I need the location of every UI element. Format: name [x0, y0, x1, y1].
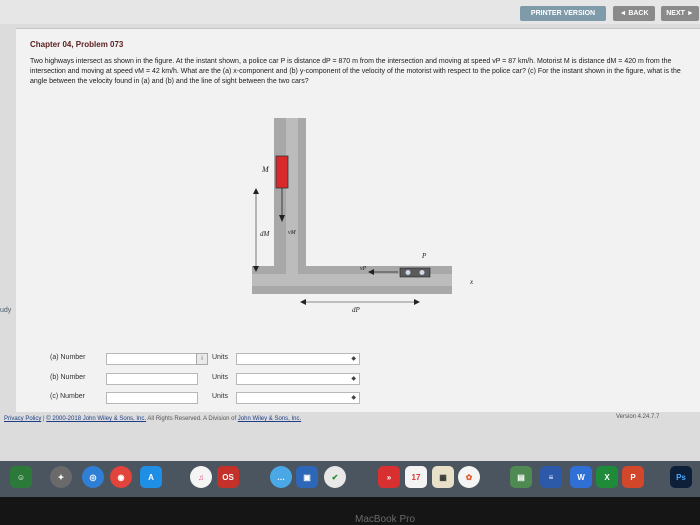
m-label: M	[262, 165, 269, 174]
news-app-icon[interactable]: »	[378, 466, 400, 488]
top-navigation-bar	[0, 0, 700, 24]
back-button[interactable]: ◄ BACK	[613, 6, 655, 21]
calendar-icon[interactable]: 17	[405, 466, 427, 488]
privacy-policy-link[interactable]: Privacy Policy	[4, 416, 42, 422]
dm-label: dM	[260, 230, 270, 238]
company-link[interactable]: John Wiley & Sons, Inc.	[237, 416, 302, 422]
next-button[interactable]: NEXT ►	[661, 6, 699, 21]
answer-b-input[interactable]	[106, 373, 198, 385]
excel-icon[interactable]: X	[596, 466, 618, 488]
copyright-link[interactable]: © 2000-2018 John Wiley & Sons, Inc.	[46, 416, 147, 422]
macos-dock	[0, 461, 700, 497]
vp-label: vP	[360, 266, 367, 272]
laptop-bezel	[0, 497, 700, 525]
sidebar-tab-label[interactable]: udy	[0, 307, 12, 314]
photoshop-icon[interactable]: Ps	[670, 466, 692, 488]
select-arrow-icon: ◆	[351, 395, 356, 401]
launchpad-icon[interactable]: ✦	[50, 466, 72, 488]
select-arrow-icon: ◆	[351, 376, 356, 382]
numbers-icon[interactable]: ▤	[510, 466, 532, 488]
app-store-icon[interactable]: A	[140, 466, 162, 488]
photo-booth-icon[interactable]: ▦	[432, 466, 454, 488]
units-a-select[interactable]	[236, 353, 360, 365]
units-b-select[interactable]	[236, 373, 360, 385]
finder-icon[interactable]: ☺	[10, 466, 32, 488]
select-arrow-icon: ◆	[351, 356, 356, 362]
photos-icon[interactable]: ✿	[458, 466, 480, 488]
units-c-label: Units	[212, 393, 228, 400]
answer-a-input[interactable]	[106, 353, 198, 365]
list-app-icon[interactable]: ≡	[540, 466, 562, 488]
units-b-label: Units	[212, 374, 228, 381]
answer-c-label: (c) Number	[50, 393, 86, 400]
answer-b-label: (b) Number	[50, 374, 86, 381]
version-text: Version 4.24.7.7	[616, 414, 660, 420]
info-icon[interactable]: i	[196, 353, 208, 365]
check-app-icon[interactable]: ✔	[324, 466, 346, 488]
printer-version-button[interactable]: PRINTER VERSION	[520, 6, 606, 21]
answer-a-label: (a) Number	[50, 354, 86, 361]
answer-c-input[interactable]	[106, 392, 198, 404]
messages-icon[interactable]: …	[270, 466, 292, 488]
os-app-icon[interactable]: OS	[217, 466, 239, 488]
footer-separator: |	[43, 416, 45, 422]
units-c-select[interactable]	[236, 392, 360, 404]
macbook-pro-label: MacBook Pro	[355, 514, 416, 525]
problem-text: Two highways intersect as shown in the figure. At the instant shown, a police car P is distance dP = 870 m from the intersection and moving at speed vP = 87 km/h. Motorist M is distance dM = 420 m from the intersection and moving at speed vM = 42 km/h. What are the (a) x-component and (b) y-component of the velocity of the motorist with respect to the police car? (c) For the instant shown in the figure, what is the angle between the velocity found in (a) and (b) and the line of sight between the two cars?	[30, 58, 681, 85]
dp-label: dP	[352, 306, 360, 314]
word-icon[interactable]: W	[570, 466, 592, 488]
rights-text: All Rights Reserved. A Division of	[147, 416, 237, 422]
x-axis-label: x	[470, 278, 474, 286]
police-car	[400, 268, 430, 277]
vertical-lane	[286, 118, 298, 278]
vm-label: vM	[288, 230, 296, 236]
safari-icon[interactable]: ◎	[82, 466, 104, 488]
intersection-figure	[240, 118, 480, 318]
chapter-title: Chapter 04, Problem 073	[30, 40, 124, 49]
footer	[4, 416, 301, 422]
chrome-icon[interactable]: ◉	[110, 466, 132, 488]
motorist-car	[276, 156, 288, 188]
p-label: P	[422, 252, 427, 260]
units-a-label: Units	[212, 354, 228, 361]
powerpoint-icon[interactable]: P	[622, 466, 644, 488]
itunes-icon[interactable]: ♫	[190, 466, 212, 488]
photo-app-icon[interactable]: ▣	[296, 466, 318, 488]
